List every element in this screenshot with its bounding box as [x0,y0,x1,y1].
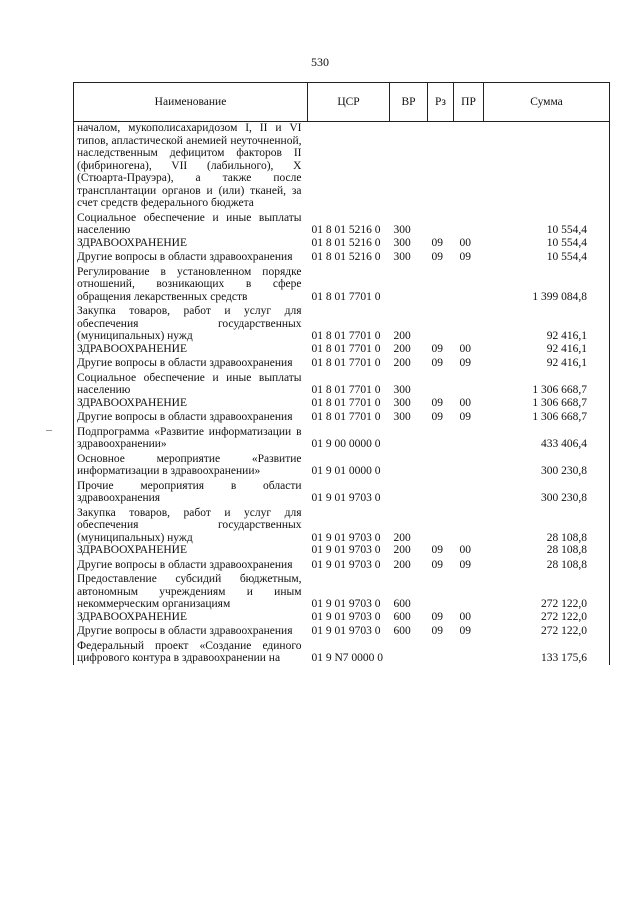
table-row [74,264,610,304]
cell-sum: 300 230,8 [484,451,610,478]
cell-rz [428,210,454,237]
cell-name: Основное мероприятие «Развитие информатизации в здравоохранении» [74,451,308,478]
cell-rz [428,303,454,343]
table-header [74,83,610,122]
table-row [74,370,610,397]
cell-sum: 92 416,1 [484,343,610,356]
cell-csr: 01 9 01 0000 0 [311,465,381,477]
cell-csr: 01 8 01 7701 0 [311,357,381,369]
cell-pr [454,424,484,451]
table-row [74,623,610,638]
cell-sum: 10 554,4 [484,210,610,237]
cell-rz: 09 [431,396,443,409]
cell-name: Другие вопросы в области здравоохранения [74,557,308,572]
table-row [74,397,610,410]
cell-rz [428,638,454,665]
cell-sum: 1 306 668,7 [484,370,610,397]
cell-vr [390,451,428,478]
cell-name: началом, мукополисахаридозом I, II и VI типов, апластической анемией неуточненной, наследственным дефицитом факторов II (фибриногена), VII (лабильного), X (Стюарта-Прауэра), а также после трансплантации органов и (или) тканей, за счет средств федерального бюджета [74,122,308,210]
cell-vr: 300 [393,411,411,423]
cell-pr: 09 [459,251,471,263]
cell-csr: 01 8 01 7701 0 [311,396,381,409]
cell-pr [454,478,484,505]
cell-pr [454,264,484,304]
cell-pr: 00 [459,342,471,355]
cell-rz: 09 [431,251,443,263]
cell-vr: 600 [393,610,411,623]
header-vr: ВР [390,83,428,122]
cell-pr: 00 [459,236,471,249]
cell-name: Предоставление субсидий бюджетным, автономным учреждениям и иным некоммерческим организациям [74,571,308,611]
table-row [74,505,610,545]
cell-name: Прочие мероприятия в области здравоохранения [74,478,308,505]
cell-pr: 09 [459,411,471,423]
table-row [74,249,610,264]
cell-pr: 09 [459,558,471,571]
cell-sum: 272 122,0 [484,571,610,611]
cell-csr: 01 8 01 7701 0 [311,342,381,355]
cell-csr: 01 8 01 5216 0 [311,224,381,236]
cell-rz: 09 [431,357,443,369]
header-name: Наименование [74,83,308,122]
cell-pr [454,303,484,343]
table-row [74,451,610,478]
cell-csr: 01 9 01 9703 0 [311,531,381,544]
cell-name: Подпрограмма «Развитие информатизации в здравоохранении» [74,424,308,451]
cell-pr [454,638,484,665]
cell-rz: 09 [431,544,443,556]
cell-sum: 433 406,4 [484,424,610,451]
cell-vr: 600 [393,598,411,610]
table-row [74,237,610,250]
cell-rz [428,451,454,478]
cell-vr [390,264,428,304]
table-row [74,303,610,343]
cell-name: Другие вопросы в области здравоохранения [74,623,308,638]
table-body [74,122,610,665]
cell-pr [454,210,484,237]
margin-mark [46,430,52,431]
table-row [74,409,610,424]
table-row [74,544,610,557]
cell-rz: 09 [431,342,443,355]
cell-rz: 09 [431,236,443,249]
page-number: 530 [311,55,329,69]
cell-csr: 01 8 01 5216 0 [311,236,381,249]
cell-csr: 01 9 01 9703 0 [311,558,381,571]
cell-name: Регулирование в установленном порядке отношений, возникающих в сфере обращения лекарственных средств [74,264,308,304]
cell-name: Другие вопросы в области здравоохранения [74,355,308,370]
cell-vr: 200 [393,544,411,556]
cell-name: Другие вопросы в области здравоохранения [74,409,308,424]
cell-csr: 01 9 01 9703 0 [311,492,381,504]
table-row [74,210,610,237]
table-row [74,355,610,370]
cell-sum: 1 306 668,7 [484,397,610,410]
cell-pr [454,505,484,545]
cell-rz: 09 [431,625,443,637]
cell-pr [454,370,484,397]
cell-name: Другие вопросы в области здравоохранения [74,249,308,264]
header-sum: Сумма [484,83,610,122]
cell-sum: 1 399 084,8 [484,264,610,304]
cell-rz: 09 [431,411,443,423]
cell-name: Социальное обеспечение и иные выплаты населению [74,210,308,237]
cell-vr: 300 [393,224,411,236]
cell-sum: 28 108,8 [484,557,610,572]
cell-rz [428,424,454,451]
cell-vr [390,638,428,665]
cell-csr: 01 9 01 9703 0 [311,625,381,637]
cell-csr [308,122,390,210]
cell-name: Закупка товаров, работ и услуг для обеспечения государственных (муниципальных) нужд [74,505,308,545]
budget-table [73,82,610,665]
cell-sum: 272 122,0 [484,623,610,638]
cell-name: Федеральный проект «Создание единого цифрового контура в здравоохранении на [74,638,308,665]
cell-csr: 01 8 01 7701 0 [311,411,381,423]
cell-pr: 00 [459,610,471,623]
cell-vr [390,424,428,451]
cell-name: ЗДРАВООХРАНЕНИЕ [74,237,308,250]
cell-pr: 00 [459,396,471,409]
cell-sum: 10 554,4 [484,249,610,264]
table-row [74,638,610,665]
cell-rz [428,370,454,397]
cell-sum: 28 108,8 [484,544,610,557]
table-row [74,478,610,505]
cell-pr: 00 [459,544,471,556]
cell-vr: 600 [393,625,411,637]
header-csr: ЦСР [308,83,390,122]
cell-csr: 01 8 01 7701 0 [311,290,381,303]
cell-rz [428,122,454,210]
cell-pr: 09 [459,357,471,369]
cell-rz: 09 [431,610,443,623]
cell-csr: 01 9 01 9703 0 [311,598,381,610]
cell-rz [428,264,454,304]
cell-pr [454,451,484,478]
cell-csr: 01 8 01 7701 0 [311,330,381,342]
cell-vr: 300 [393,384,411,396]
table-row [74,611,610,624]
cell-vr: 300 [393,396,411,409]
cell-pr [454,122,484,210]
cell-name: ЗДРАВООХРАНЕНИЕ [74,397,308,410]
cell-sum: 28 108,8 [484,505,610,545]
cell-csr: 01 8 01 5216 0 [311,251,381,263]
cell-rz [428,571,454,611]
cell-rz [428,505,454,545]
cell-name: Социальное обеспечение и иные выплаты населению [74,370,308,397]
cell-csr: 01 9 01 9703 0 [311,544,381,556]
table-row [74,343,610,356]
cell-vr: 200 [393,330,411,342]
cell-vr: 200 [393,342,411,355]
cell-csr: 01 8 01 7701 0 [311,384,381,396]
cell-vr [390,478,428,505]
table-row [74,571,610,611]
cell-sum: 272 122,0 [484,611,610,624]
cell-name: ЗДРАВООХРАНЕНИЕ [74,544,308,557]
cell-sum: 1 306 668,7 [484,409,610,424]
budget-table-sheet [73,82,609,665]
table-row [74,122,610,210]
table-row [74,424,610,451]
cell-vr: 200 [393,558,411,571]
cell-name: Закупка товаров, работ и услуг для обеспечения государственных (муниципальных) нужд [74,303,308,343]
cell-csr: 01 9 00 0000 0 [311,438,381,450]
cell-sum: 10 554,4 [484,237,610,250]
cell-vr [390,122,428,210]
cell-csr: 01 9 01 9703 0 [311,610,381,623]
cell-vr: 200 [393,531,411,544]
cell-sum: 300 230,8 [484,478,610,505]
cell-pr: 09 [459,625,471,637]
cell-csr: 01 9 N7 0000 0 [311,652,384,664]
cell-pr [454,571,484,611]
header-rz: Рз [428,83,454,122]
cell-rz [428,478,454,505]
cell-sum: 92 416,1 [484,355,610,370]
cell-vr: 200 [393,357,411,369]
cell-sum [484,122,610,210]
cell-rz: 09 [431,558,443,571]
cell-sum: 92 416,1 [484,303,610,343]
cell-vr: 300 [393,236,411,249]
table-row [74,557,610,572]
header-pr: ПР [454,83,484,122]
cell-name: ЗДРАВООХРАНЕНИЕ [74,343,308,356]
cell-name: ЗДРАВООХРАНЕНИЕ [74,611,308,624]
cell-sum: 133 175,6 [484,638,610,665]
cell-vr: 300 [393,251,411,263]
